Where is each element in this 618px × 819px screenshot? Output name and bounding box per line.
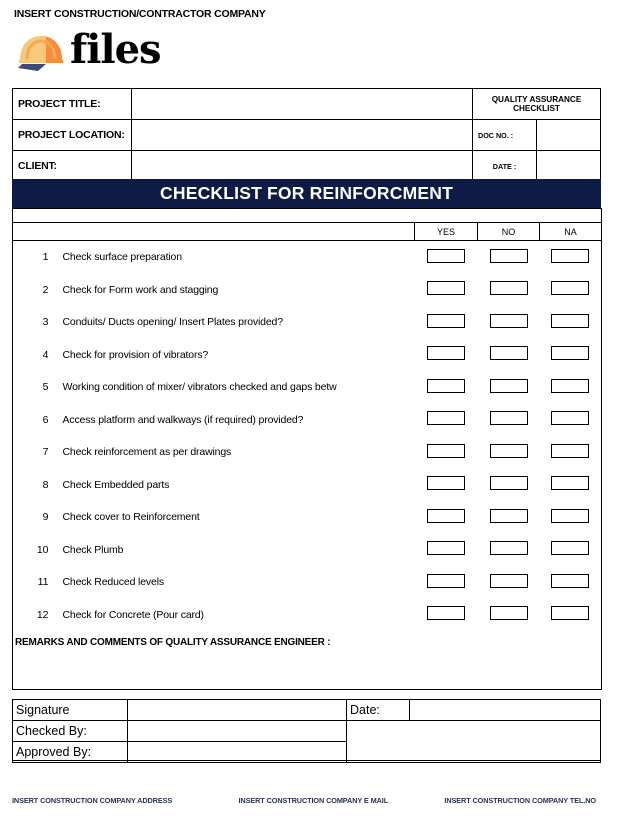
checkbox-cell-yes[interactable] xyxy=(415,566,478,599)
bottom-divider xyxy=(12,760,601,761)
checklist-header-blank xyxy=(13,223,415,241)
checkbox-na[interactable] xyxy=(551,574,589,588)
checkbox-yes[interactable] xyxy=(427,476,465,490)
column-header-no: NO xyxy=(478,223,540,241)
signature-label: Signature xyxy=(13,700,128,721)
checkbox-cell-yes[interactable] xyxy=(415,241,478,274)
checklist-item-number: 12 xyxy=(13,599,61,632)
checklist-item-row xyxy=(13,274,602,307)
checklist-title-banner: CHECKLIST FOR REINFORCMENT xyxy=(12,179,601,208)
checkbox-no[interactable] xyxy=(490,411,528,425)
checkbox-cell-no[interactable] xyxy=(478,274,540,307)
quality-assurance-checklist-label: QUALITY ASSURANCE CHECKLIST xyxy=(473,89,601,120)
checkbox-yes[interactable] xyxy=(427,509,465,523)
checkbox-na[interactable] xyxy=(551,606,589,620)
checkbox-na[interactable] xyxy=(551,411,589,425)
checkbox-na[interactable] xyxy=(551,379,589,393)
checklist-item-number: 11 xyxy=(13,566,61,599)
checkbox-cell-no[interactable] xyxy=(478,306,540,339)
checkbox-cell-na[interactable] xyxy=(540,599,602,632)
checklist-item-row xyxy=(13,306,602,339)
checkbox-cell-na[interactable] xyxy=(540,469,602,502)
signature-table xyxy=(12,699,601,763)
project-info-table xyxy=(12,88,601,182)
checkbox-cell-na[interactable] xyxy=(540,339,602,372)
doc-no-value[interactable] xyxy=(537,120,601,151)
checkbox-no[interactable] xyxy=(490,249,528,263)
checklist-item-text: Check for Concrete (Pour card) xyxy=(62,608,204,621)
checkbox-cell-no[interactable] xyxy=(478,469,540,502)
checkbox-cell-no[interactable] xyxy=(478,371,540,404)
checklist-item-number: 3 xyxy=(13,306,61,339)
checklist-item-row xyxy=(13,436,602,469)
checklist-item-number: 7 xyxy=(13,436,61,469)
checklist-item-number: 10 xyxy=(13,534,61,567)
remarks-input-edge[interactable] xyxy=(540,653,602,690)
checklist-item-number: 8 xyxy=(13,469,61,502)
signature-value[interactable] xyxy=(128,700,347,721)
checkbox-na[interactable] xyxy=(551,444,589,458)
checklist-item-text: Conduits/ Ducts opening/ Insert Plates provided? xyxy=(62,316,283,329)
checklist-item-number: 2 xyxy=(13,274,61,307)
checkbox-no[interactable] xyxy=(490,509,528,523)
checklist-item-text: Check surface preparation xyxy=(62,251,182,264)
project-location-value[interactable] xyxy=(132,120,473,151)
checkbox-cell-yes[interactable] xyxy=(415,534,478,567)
checkbox-cell-no[interactable] xyxy=(478,404,540,437)
checkbox-na[interactable] xyxy=(551,476,589,490)
checkbox-yes[interactable] xyxy=(427,606,465,620)
checkbox-na[interactable] xyxy=(551,249,589,263)
signature-row xyxy=(13,700,601,721)
remarks-title-row xyxy=(13,631,602,653)
footer-address: INSERT CONSTRUCTION COMPANY ADDRESS xyxy=(12,796,173,805)
checklist-item-text: Check cover to Reinforcement xyxy=(62,511,200,524)
checked-by-label: Checked By: xyxy=(13,721,128,742)
checkbox-yes[interactable] xyxy=(427,346,465,360)
checkbox-cell-no[interactable] xyxy=(478,501,540,534)
checkbox-yes[interactable] xyxy=(427,379,465,393)
checkbox-cell-yes[interactable] xyxy=(415,339,478,372)
signature-date-label: Date: xyxy=(347,700,410,721)
checklist-item-row xyxy=(13,371,602,404)
checkbox-cell-yes[interactable] xyxy=(415,436,478,469)
remarks-title: REMARKS AND COMMENTS OF QUALITY ASSURANCE ENGINEER : xyxy=(13,631,415,653)
project-location-row xyxy=(13,120,601,151)
checklist-item-row xyxy=(13,534,602,567)
checked-approved-side-cell[interactable] xyxy=(347,721,601,763)
footer-phone: INSERT CONSTRUCTION COMPANY TEL.NO xyxy=(444,796,596,805)
checkbox-no[interactable] xyxy=(490,444,528,458)
remarks-title-edge xyxy=(540,631,602,653)
checkbox-cell-yes[interactable] xyxy=(415,599,478,632)
checkbox-na[interactable] xyxy=(551,541,589,555)
checkbox-cell-no[interactable] xyxy=(478,534,540,567)
checkbox-cell-yes[interactable] xyxy=(415,371,478,404)
checkbox-cell-na[interactable] xyxy=(540,534,602,567)
page-footer xyxy=(12,796,604,805)
hard-hat-icon xyxy=(16,28,78,72)
company-name-line: INSERT CONSTRUCTION/CONTRACTOR COMPANY xyxy=(14,8,266,20)
remarks-input-spacer[interactable] xyxy=(415,653,540,690)
checkbox-no[interactable] xyxy=(490,346,528,360)
checklist-item-number: 5 xyxy=(13,371,61,404)
checkbox-cell-na[interactable] xyxy=(540,241,602,274)
logo-wordmark: files xyxy=(70,26,161,73)
checked-by-value[interactable] xyxy=(128,721,347,742)
checklist-item-text: Check Embedded parts xyxy=(62,478,170,491)
checkbox-no[interactable] xyxy=(490,476,528,490)
checklist-item-row xyxy=(13,339,602,372)
checklist-item-number: 1 xyxy=(13,241,61,274)
checkbox-cell-no[interactable] xyxy=(478,599,540,632)
checklist-spacer-cell xyxy=(13,209,602,223)
checklist-item-text: Check Plumb xyxy=(62,543,124,556)
checklist-table xyxy=(12,208,602,690)
checkbox-cell-na[interactable] xyxy=(540,436,602,469)
approved-by-label: Approved By: xyxy=(13,742,128,763)
remarks-input[interactable] xyxy=(13,653,415,690)
checkbox-na[interactable] xyxy=(551,346,589,360)
checkbox-na[interactable] xyxy=(551,281,589,295)
checkbox-no[interactable] xyxy=(490,541,528,555)
checkbox-cell-na[interactable] xyxy=(540,501,602,534)
date-label: DATE : xyxy=(473,151,537,182)
checkbox-cell-yes[interactable] xyxy=(415,306,478,339)
checkbox-cell-yes[interactable] xyxy=(415,501,478,534)
client-row xyxy=(13,151,601,182)
checkbox-no[interactable] xyxy=(490,606,528,620)
client-label: CLIENT: xyxy=(13,151,132,182)
checkbox-no[interactable] xyxy=(490,574,528,588)
checkbox-cell-na[interactable] xyxy=(540,404,602,437)
checkbox-cell-yes[interactable] xyxy=(415,404,478,437)
project-title-label: PROJECT TITLE: xyxy=(13,89,132,120)
column-header-na: NA xyxy=(540,223,602,241)
checklist-item-text: Access platform and walkways (if required) provided? xyxy=(62,413,304,426)
checklist-item-row xyxy=(13,501,602,534)
project-location-label: PROJECT LOCATION: xyxy=(13,120,132,151)
checkbox-na[interactable] xyxy=(551,314,589,328)
checklist-item-number: 4 xyxy=(13,339,61,372)
checkbox-yes[interactable] xyxy=(427,281,465,295)
checkbox-yes[interactable] xyxy=(427,411,465,425)
checklist-item-number: 6 xyxy=(13,404,61,437)
checklist-column-header-row xyxy=(13,223,602,241)
checkbox-cell-no[interactable] xyxy=(478,339,540,372)
checkbox-cell-yes[interactable] xyxy=(415,274,478,307)
checkbox-na[interactable] xyxy=(551,509,589,523)
checklist-item-row xyxy=(13,404,602,437)
checkbox-cell-na[interactable] xyxy=(540,274,602,307)
checkbox-yes[interactable] xyxy=(427,314,465,328)
checkbox-cell-na[interactable] xyxy=(540,566,602,599)
checkbox-cell-yes[interactable] xyxy=(415,469,478,502)
remarks-title-spacer xyxy=(415,631,540,653)
checklist-item-row xyxy=(13,241,602,274)
checklist-item-text: Check Reduced levels xyxy=(62,576,164,589)
signature-date-value[interactable] xyxy=(410,700,601,721)
checklist-item-number: 9 xyxy=(13,501,61,534)
checkbox-yes[interactable] xyxy=(427,541,465,555)
project-title-row xyxy=(13,89,601,120)
checkbox-no[interactable] xyxy=(490,379,528,393)
checklist-item-text: Check reinforcement as per drawings xyxy=(62,446,232,459)
checked-by-row xyxy=(13,721,601,742)
checkbox-yes[interactable] xyxy=(427,574,465,588)
checklist-item-row xyxy=(13,599,602,632)
doc-no-label: DOC NO. : xyxy=(473,120,537,151)
project-title-value[interactable] xyxy=(132,89,473,120)
checkbox-cell-na[interactable] xyxy=(540,306,602,339)
checkbox-cell-no[interactable] xyxy=(478,566,540,599)
remarks-input-row xyxy=(13,653,602,690)
checkbox-yes[interactable] xyxy=(427,444,465,458)
checklist-item-row xyxy=(13,469,602,502)
checklist-item-text: Check for provision of vibrators? xyxy=(62,348,209,361)
footer-email: INSERT CONSTRUCTION COMPANY E MAIL xyxy=(238,796,389,805)
client-value[interactable] xyxy=(132,151,473,182)
column-header-yes: YES xyxy=(415,223,478,241)
checklist-item-text: Working condition of mixer/ vibrators checked and gaps betw xyxy=(62,381,337,394)
checklist-item-row xyxy=(13,566,602,599)
checklist-item-text: Check for Form work and stagging xyxy=(62,283,219,296)
checkbox-no[interactable] xyxy=(490,281,528,295)
checkbox-yes[interactable] xyxy=(427,249,465,263)
checkbox-cell-no[interactable] xyxy=(478,241,540,274)
checkbox-no[interactable] xyxy=(490,314,528,328)
checklist-spacer-row xyxy=(13,209,602,223)
brand-logo xyxy=(16,26,161,74)
date-value[interactable] xyxy=(537,151,601,182)
checkbox-cell-no[interactable] xyxy=(478,436,540,469)
checkbox-cell-na[interactable] xyxy=(540,371,602,404)
